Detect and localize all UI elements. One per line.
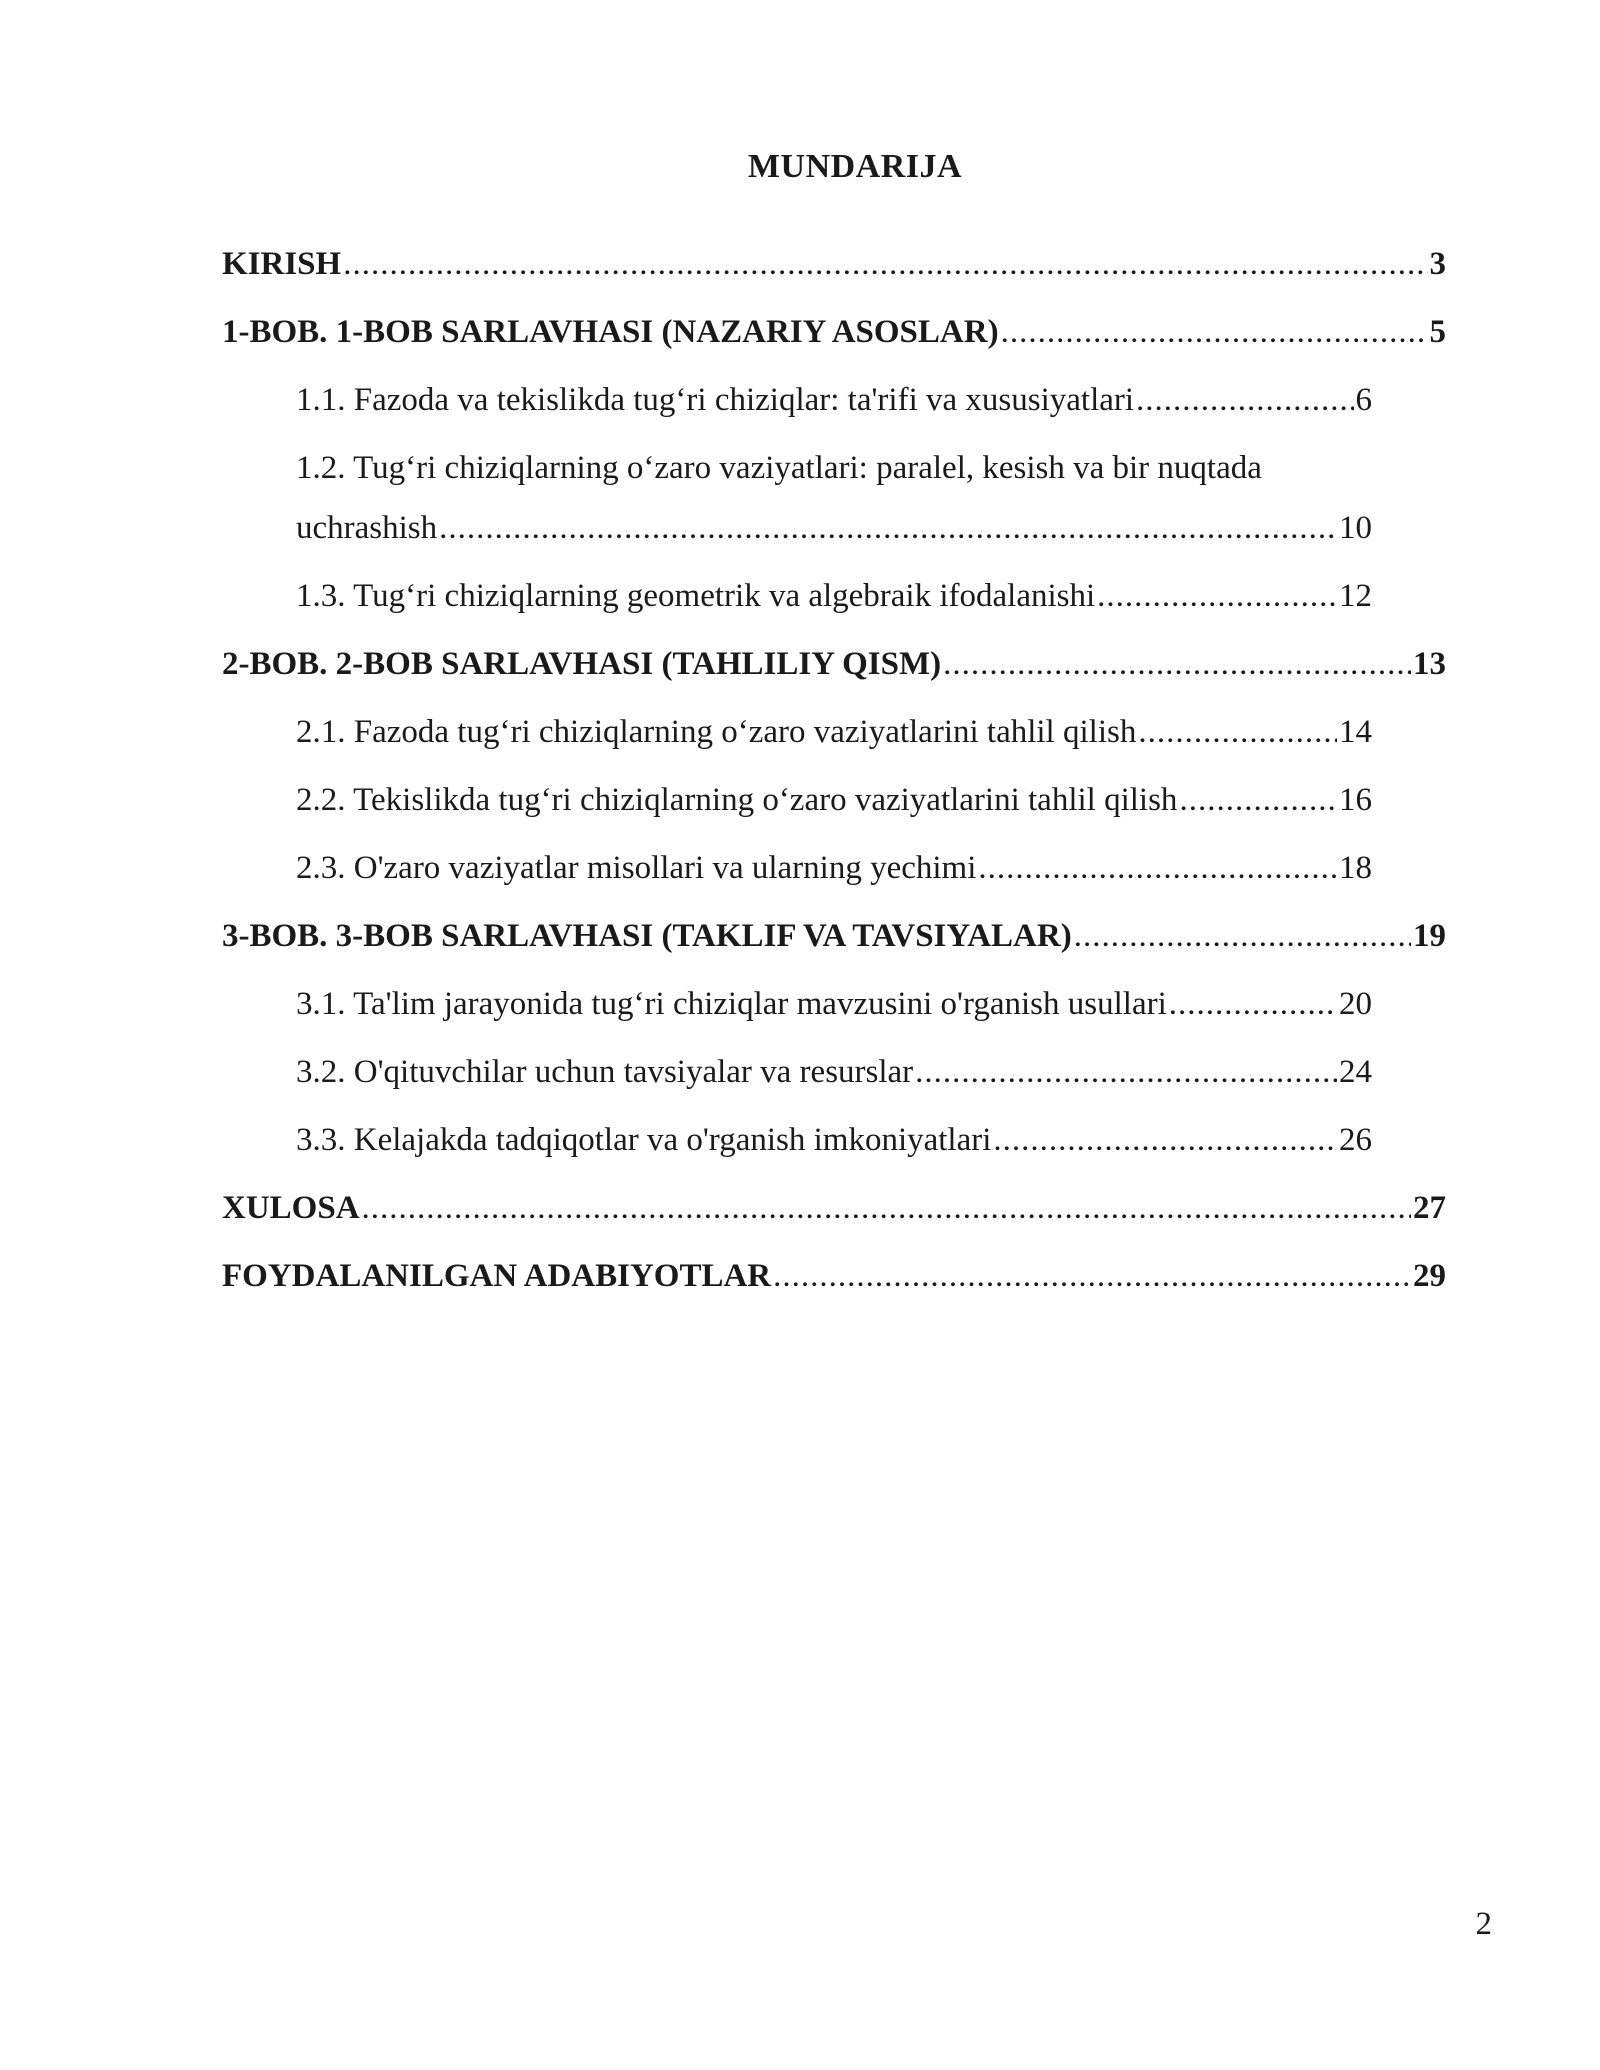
toc-entry-page: 16: [1339, 782, 1372, 818]
toc-entry-section-2-1[interactable]: [296, 698, 1372, 766]
page-number: 2: [1475, 1906, 1492, 1942]
toc-entry-section-3-2[interactable]: [296, 1038, 1372, 1106]
toc-leader-dots: [993, 1106, 1337, 1174]
table-of-contents: [222, 230, 1446, 1310]
toc-entry-chapter-3[interactable]: [222, 902, 1446, 970]
toc-entry-section-1-1[interactable]: [296, 366, 1372, 434]
toc-entry-page: 14: [1339, 714, 1372, 750]
toc-entry-chapter-2[interactable]: [222, 630, 1446, 698]
toc-entry-text: 1-BOB. 1-BOB SARLAVHASI (NAZARIY ASOSLAR): [222, 314, 999, 350]
toc-entry-text-line2: uchrashish: [296, 510, 438, 546]
toc-leader-dots: [915, 1038, 1337, 1106]
toc-entry-page: 19: [1413, 918, 1446, 954]
toc-entry-page: 18: [1339, 850, 1372, 886]
toc-title: MUNDARIJA: [747, 148, 963, 185]
toc-entry-page: 3: [1429, 246, 1446, 282]
toc-entry-text: 2.1. Fazoda tug‘ri chiziqlarning o‘zaro vaziyatlarini tahlil qilish: [296, 714, 1137, 750]
toc-entry-page: 6: [1355, 382, 1372, 418]
toc-entry-section-2-2[interactable]: [296, 766, 1372, 834]
toc-entry-references[interactable]: [222, 1242, 1446, 1310]
toc-leader-dots: [978, 834, 1337, 902]
toc-entry-text: 3.1. Ta'lim jarayonida tug‘ri chiziqlar mavzusini o'rganish usullari: [296, 986, 1167, 1022]
toc-entry-text: FOYDALANILGAN ADABIYOTLAR: [222, 1258, 772, 1294]
toc-entry-xulosa[interactable]: [222, 1174, 1446, 1242]
toc-leader-dots: [1001, 298, 1428, 366]
toc-entry-chapter-1[interactable]: [222, 298, 1446, 366]
toc-entry-text: 3.3. Kelajakda tadqiqotlar va o'rganish imkoniyatlari: [296, 1122, 992, 1158]
toc-leader-dots: [1074, 902, 1411, 970]
toc-entry-section-1-2[interactable]: [296, 434, 1372, 562]
toc-entry-text: KIRISH: [222, 246, 342, 282]
toc-leader-dots: [773, 1242, 1411, 1310]
toc-entry-text: 1.3. Tug‘ri chiziqlarning geometrik va algebraik ifodalanishi: [296, 578, 1096, 614]
toc-entry-page: 5: [1429, 314, 1446, 350]
toc-leader-dots: [1136, 366, 1353, 434]
toc-entry-page: 20: [1339, 986, 1372, 1022]
toc-entry-text: 2.2. Tekislikda tug‘ri chiziqlarning o‘zaro vaziyatlarini tahlil qilish: [296, 782, 1178, 818]
toc-entry-page: 13: [1413, 646, 1446, 682]
toc-entry-text-line1: 1.2. Tug‘ri chiziqlarning o‘zaro vaziyatlari: paralel, kesish va bir nuqtada: [296, 450, 1262, 486]
toc-entry-page: 24: [1339, 1054, 1372, 1090]
toc-entry-page: 27: [1413, 1190, 1446, 1226]
toc-entry-kirish[interactable]: [222, 230, 1446, 298]
toc-entry-text: 3.2. O'qituvchilar uchun tavsiyalar va resurslar: [296, 1054, 914, 1090]
toc-entry-text: 1.1. Fazoda va tekislikda tug‘ri chiziqlar: ta'rifi va xususiyatlari: [296, 382, 1135, 418]
toc-leader-dots: [439, 494, 1337, 562]
toc-entry-page: 10: [1339, 510, 1372, 546]
toc-entry-page: 12: [1339, 578, 1372, 614]
toc-leader-dots: [1179, 766, 1337, 834]
toc-leader-dots: [1169, 970, 1337, 1038]
toc-entry-page: 26: [1339, 1122, 1372, 1158]
toc-entry-page: 29: [1413, 1258, 1446, 1294]
toc-leader-dots: [1097, 562, 1337, 630]
toc-entry-text: 2.3. O'zaro vaziyatlar misollari va ularning yechimi: [296, 850, 977, 886]
toc-entry-section-2-3[interactable]: [296, 834, 1372, 902]
toc-entry-text: 2-BOB. 2-BOB SARLAVHASI (TAHLILIY QISM): [222, 646, 942, 682]
toc-leader-dots: [943, 630, 1411, 698]
toc-leader-dots: [343, 230, 1427, 298]
toc-entry-text: XULOSA: [222, 1190, 360, 1226]
toc-leader-dots: [362, 1174, 1411, 1242]
toc-entry-section-1-3[interactable]: [296, 562, 1372, 630]
toc-leader-dots: [1138, 698, 1337, 766]
toc-entry-text: 3-BOB. 3-BOB SARLAVHASI (TAKLIF VA TAVSIYALAR): [222, 918, 1072, 954]
toc-entry-section-3-3[interactable]: [296, 1106, 1372, 1174]
toc-entry-section-3-1[interactable]: [296, 970, 1372, 1038]
